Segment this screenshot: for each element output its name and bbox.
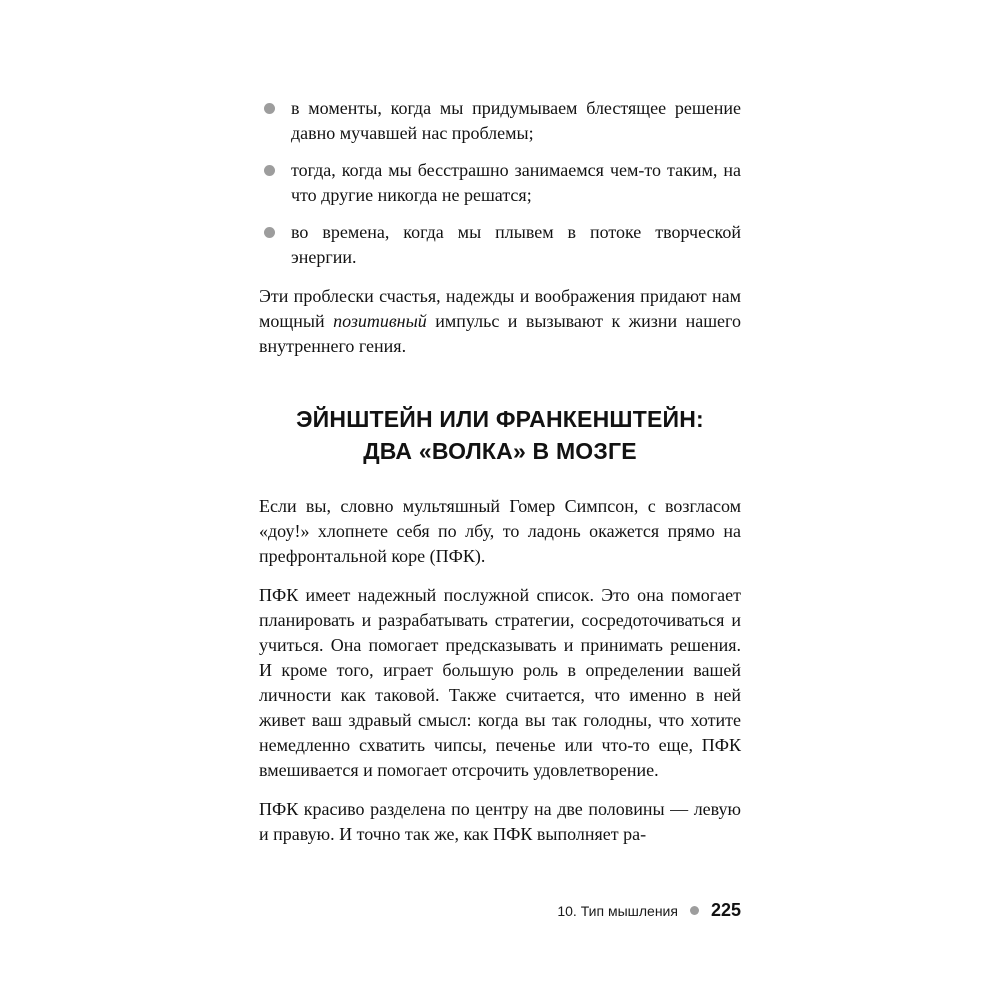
bullet-icon [264,227,275,238]
paragraph: ПФК красиво разделена по центру на две половины — левую и правую. И точно так же, как ПФК выполняет ра- [259,799,741,844]
list-item [259,96,741,146]
bullet-list [259,96,741,270]
page-number: 225 [710,900,741,920]
text-column [259,0,741,847]
list-item [259,158,741,208]
intro-text-before: Эти проблески счастья, надежды и воображения придают нам мощный [259,286,741,331]
paragraph: ПФК имеет надежный послужной список. Это она помогает планировать и разрабатывать стратегии, сосредоточиваться и учиться. Она помогает предсказывать и принимать решения. И кроме того, играет большую роль в определении вашей личности как таковой. Также считается, что именно в ней живет ваш здравый смысл: когда вы так голодны, что хотите немедленно схватить чипсы, печенье или что-то еще, ПФК вмешивается и помогает отсрочить удовлетворение. [259,585,741,780]
running-title: 10. Тип мышления [557,902,678,919]
footer-dot-icon [690,906,699,915]
heading-line-2: ДВА «ВОЛКА» В МОЗГЕ [363,438,637,464]
italic-word: позитивный [333,311,427,331]
paragraph: Если вы, словно мультяшный Гомер Симпсон, с возгласом «доу!» хлопнете себя по лбу, то ладонь окажется прямо на префронтальной коре (ПФК). [259,496,741,566]
intro-text-after: импульс и вызывают к жизни нашего внутреннего гения. [259,311,741,356]
bullet-text: в моменты, когда мы придумываем блестящее решение давно мучавшей нас проблемы; [291,98,741,143]
list-item [259,220,741,270]
heading-line-1: ЭЙНШТЕЙН ИЛИ ФРАНКЕНШТЕЙН: [296,406,704,432]
paragraph-intro [259,284,741,359]
page-footer [0,900,1000,921]
bullet-icon [264,165,275,176]
bullet-text: во времена, когда мы плывем в потоке творческой энергии. [291,222,741,267]
bullet-text: тогда, когда мы бесстрашно занимаемся чем-то таким, на что другие никогда не решатся; [291,160,741,205]
bullet-icon [264,103,275,114]
section-heading [259,403,741,467]
